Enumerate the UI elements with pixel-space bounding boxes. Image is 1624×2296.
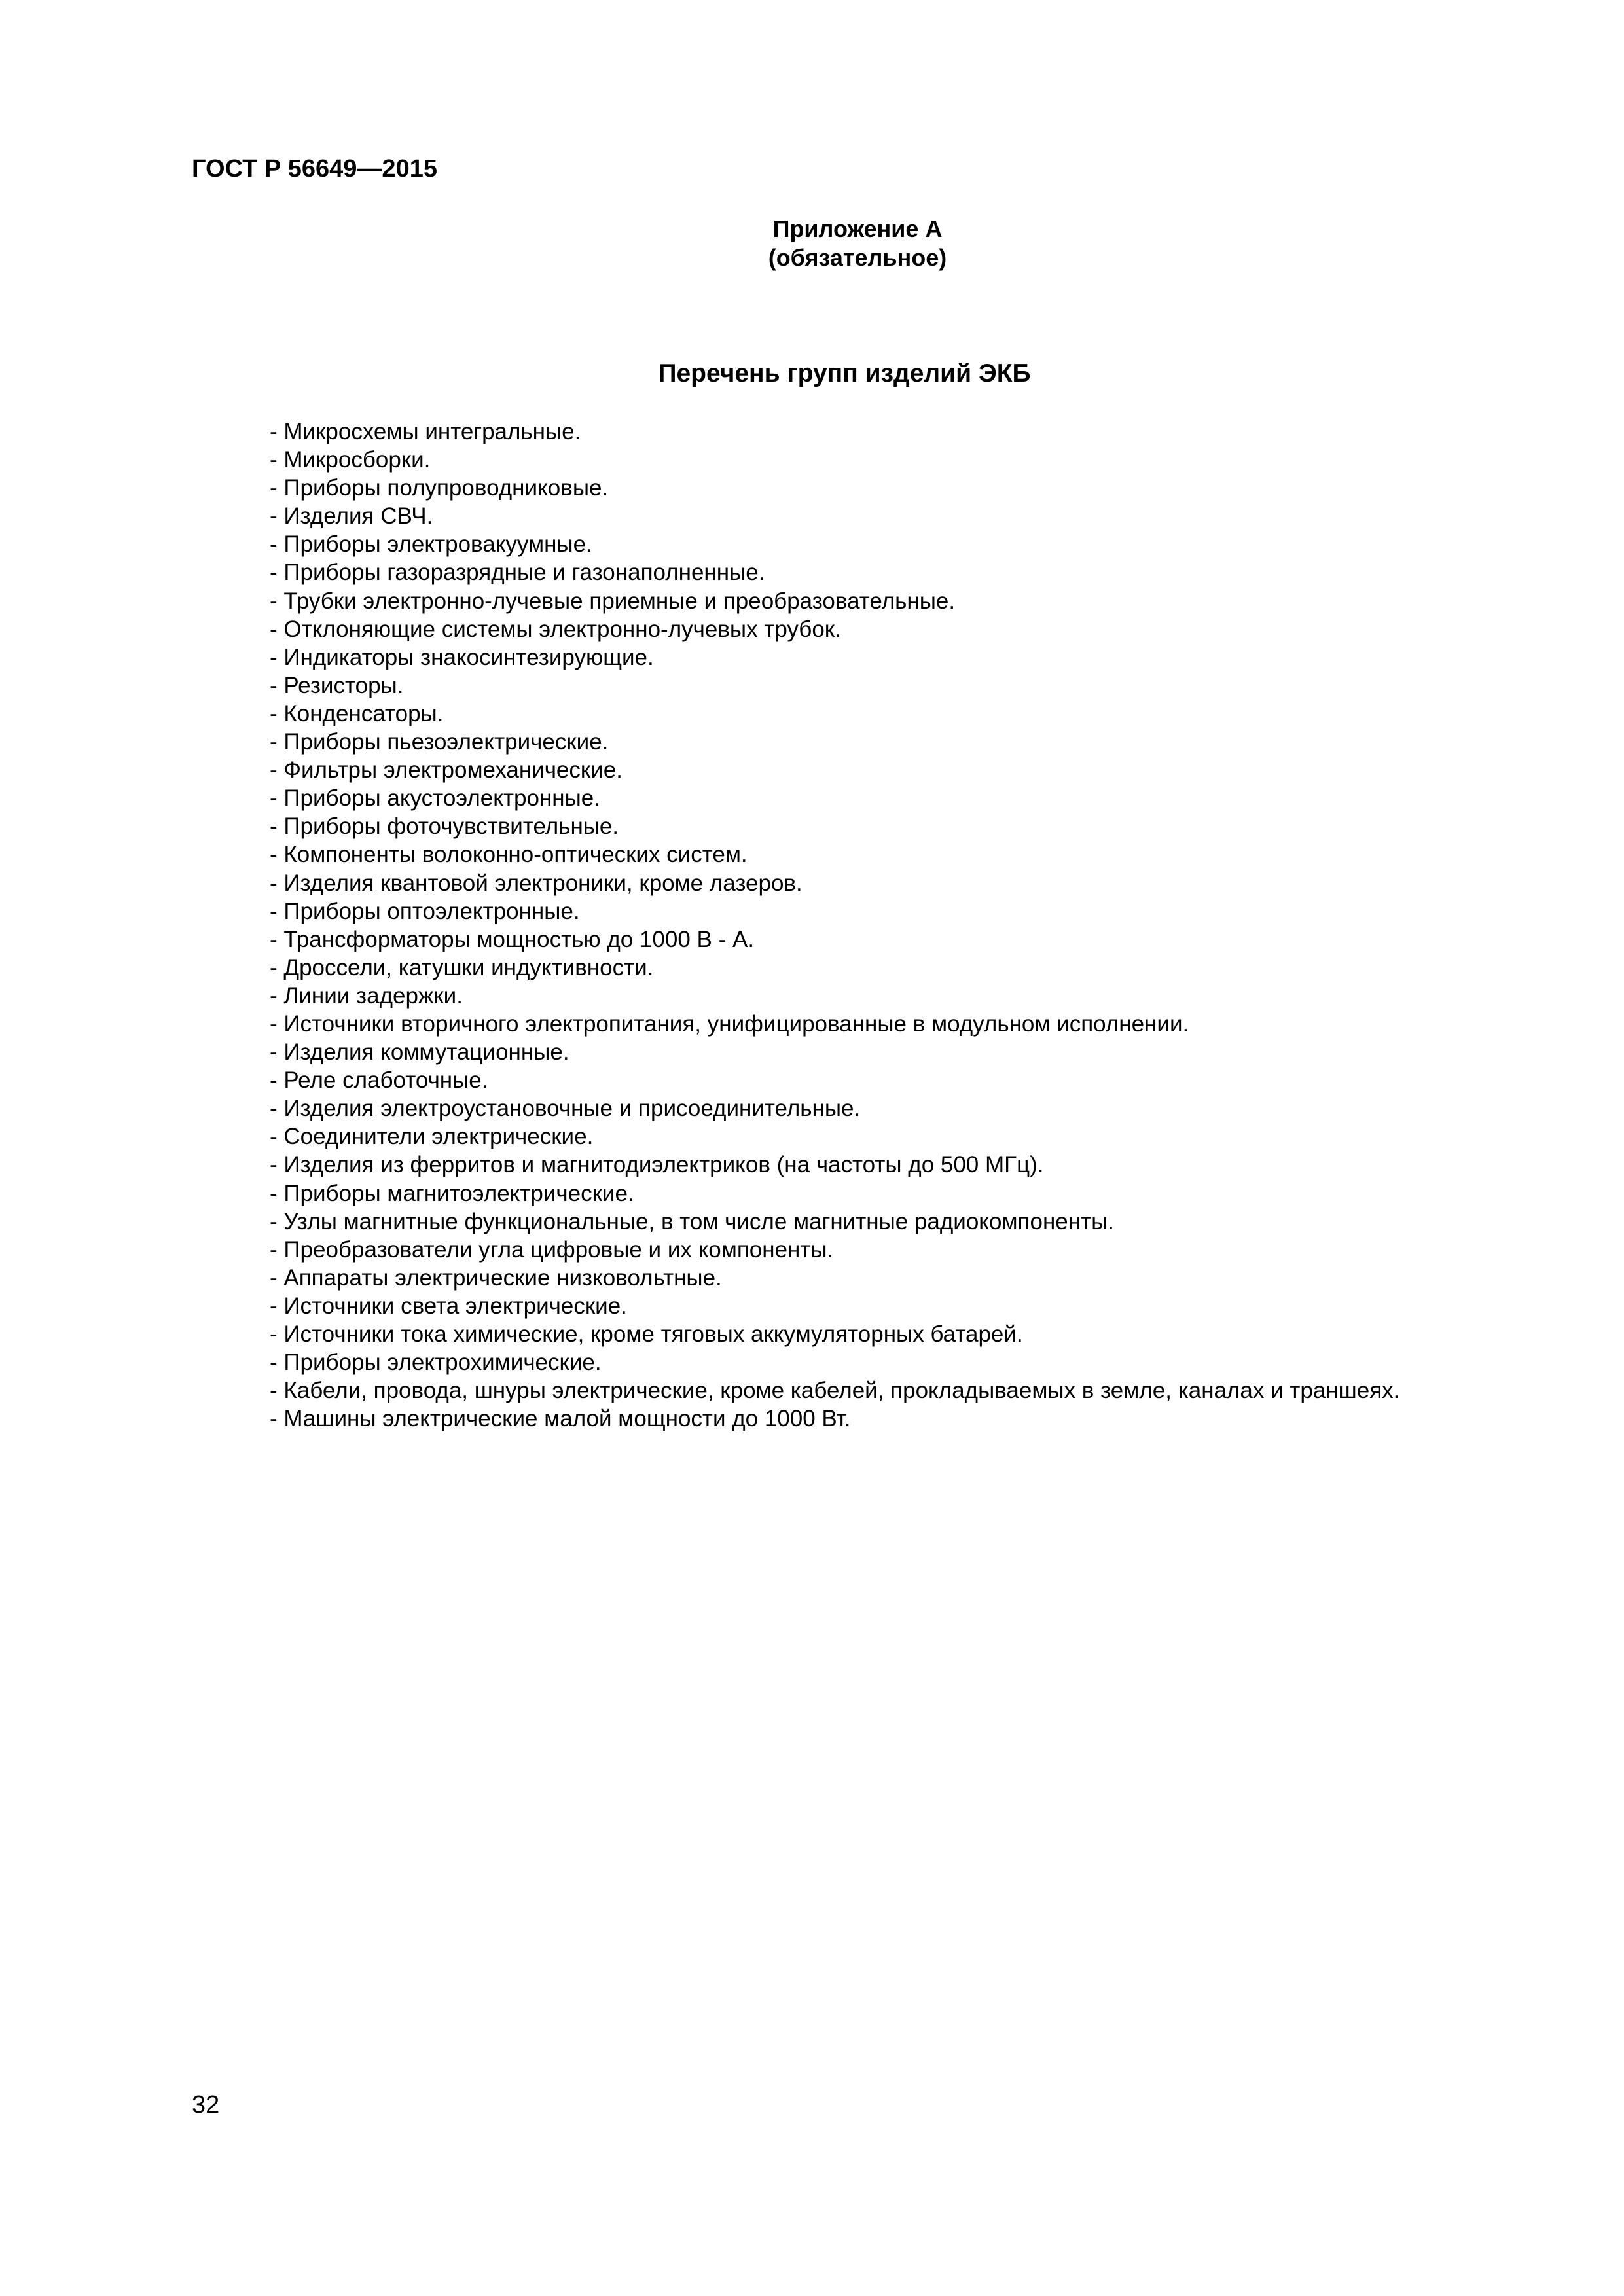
list-item: - Конденсаторы.	[270, 700, 444, 726]
list-item: - Кабели, провода, шнуры электрические, кроме кабелей, прокладываемых в земле, каналах и траншеях.	[270, 1378, 1400, 1404]
item-group-list	[270, 418, 1399, 1433]
list-item: - Аппараты электрические низковольтные.	[270, 1265, 722, 1291]
page-number: 32	[192, 2091, 220, 2119]
list-item: - Источники тока химические, кроме тяговых аккумуляторных батарей.	[270, 1321, 1023, 1347]
list-item: - Микросборки.	[270, 447, 431, 473]
list-item: - Приборы газоразрядные и газонаполненные.	[270, 560, 765, 586]
list-item: - Приборы полупроводниковые.	[270, 475, 609, 501]
list-item: - Приборы пьезоэлектрические.	[270, 729, 609, 755]
list-item: - Приборы магнитоэлектрические.	[270, 1180, 634, 1206]
list-item: - Резисторы.	[270, 672, 404, 698]
list-item: - Изделия квантовой электроники, кроме лазеров.	[270, 870, 803, 896]
appendix-title: Приложение А	[772, 215, 943, 242]
list-item: - Дроссели, катушки индуктивности.	[270, 954, 654, 980]
list-item: - Приборы электровакуумные.	[270, 531, 592, 558]
list-item: - Изделия СВЧ.	[270, 503, 433, 529]
list-item: - Реле слаботочные.	[270, 1067, 488, 1094]
list-item: - Приборы оптоэлектронные.	[270, 898, 580, 924]
list-item: - Узлы магнитные функциональные, в том числе магнитные радиокомпоненты.	[270, 1208, 1114, 1234]
list-item: - Приборы акустоэлектронные.	[270, 785, 600, 812]
appendix-status: (обязательное)	[768, 244, 947, 271]
list-item: - Компоненты волоконно-оптических систем.	[270, 842, 748, 868]
list-item: - Приборы электрохимические.	[270, 1350, 602, 1376]
list-item: - Микросхемы интегральные.	[270, 419, 581, 444]
list-item: - Изделия коммутационные.	[270, 1039, 569, 1066]
list-item: - Источники света электрические.	[270, 1293, 627, 1319]
list-item: - Преобразователи угла цифровые и их компоненты.	[270, 1236, 834, 1263]
list-item: - Изделия из ферритов и магнитодиэлектриков (на частоты до 500 МГц).	[270, 1152, 1044, 1178]
list-item: - Отклоняющие системы электронно-лучевых трубок.	[270, 616, 841, 642]
document-code: ГОСТ Р 56649—2015	[192, 155, 437, 183]
list-item: - Фильтры электромеханические.	[270, 757, 623, 783]
list-item: - Изделия электроустановочные и присоединительные.	[270, 1096, 861, 1122]
list-item: - Трансформаторы мощностью до 1000 В - А.	[270, 926, 755, 952]
list-item: - Соединители электрические.	[270, 1124, 594, 1150]
list-item: - Источники вторичного электропитания, унифицированные в модульном исполнении.	[270, 1011, 1189, 1037]
list-item: - Индикаторы знакосинтезирующие.	[270, 644, 654, 670]
list-item: - Машины электрические малой мощности до 1000 Вт.	[270, 1406, 851, 1432]
list-title: Перечень групп изделий ЭКБ	[658, 359, 1031, 387]
appendix-heading	[681, 215, 1034, 272]
list-item: - Приборы фоточувствительные.	[270, 814, 619, 840]
list-item: - Трубки электронно-лучевые приемные и преобразовательные.	[270, 588, 956, 614]
list-item: - Линии задержки.	[270, 982, 463, 1009]
